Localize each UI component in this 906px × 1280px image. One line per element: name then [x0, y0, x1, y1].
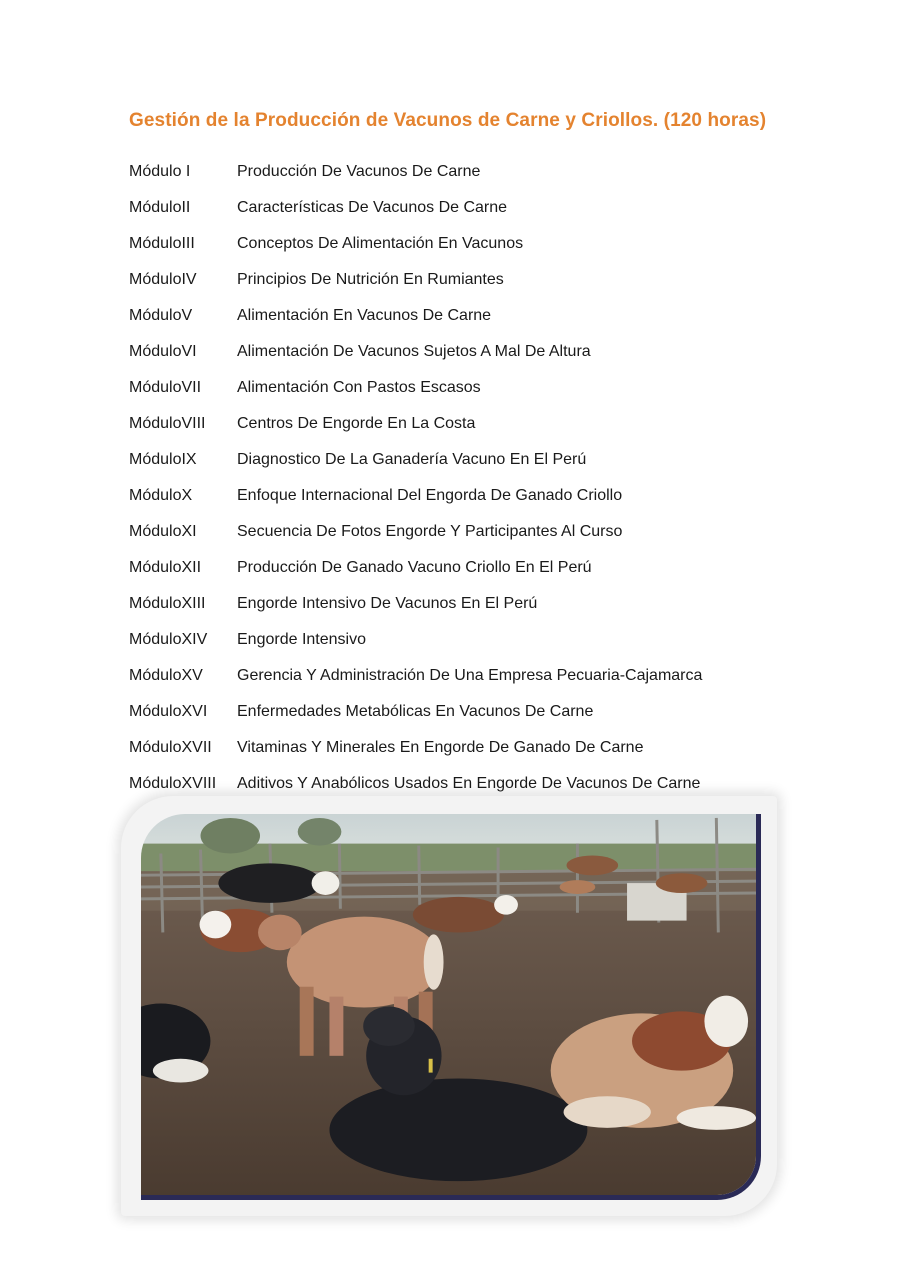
module-code: MóduloXVIII — [129, 775, 217, 792]
module-code: MóduloV — [129, 307, 193, 324]
module-code: MóduloXIII — [129, 595, 206, 612]
module-name: Enfermedades Metabólicas En Vacunos De Carne — [237, 703, 594, 720]
module-name: Conceptos De Alimentación En Vacunos — [237, 235, 524, 252]
module-name: Principios De Nutrición En Rumiantes — [237, 271, 504, 288]
module-name: Alimentación En Vacunos De Carne — [237, 307, 492, 324]
module-code: MóduloXVII — [129, 739, 212, 756]
module-row — [129, 514, 702, 550]
module-row — [129, 262, 702, 298]
module-name: Producción De Vacunos De Carne — [237, 163, 481, 180]
module-code: MóduloVII — [129, 379, 202, 396]
module-code: Módulo I — [129, 163, 191, 180]
module-list — [129, 154, 702, 802]
photo-frame — [121, 796, 777, 1216]
module-row — [129, 334, 702, 370]
module-row — [129, 622, 702, 658]
module-row — [129, 298, 702, 334]
module-row — [129, 694, 702, 730]
module-row — [129, 226, 702, 262]
cattle-feedlot-photo — [141, 814, 761, 1200]
module-row — [129, 586, 702, 622]
module-name: Producción De Ganado Vacuno Criollo En El Perú — [237, 559, 592, 576]
cattle-feedlot-illustration — [141, 814, 756, 1195]
module-name: Gerencia Y Administración De Una Empresa Pecuaria-Cajamarca — [237, 667, 703, 684]
module-name: Engorde Intensivo — [237, 631, 366, 648]
module-name: Vitaminas Y Minerales En Engorde De Ganado De Carne — [237, 739, 644, 756]
module-code: MóduloII — [129, 199, 191, 216]
module-code: MóduloXVI — [129, 703, 208, 720]
module-name: Diagnostico De La Ganadería Vacuno En El Perú — [237, 451, 587, 468]
module-code: MóduloX — [129, 487, 193, 504]
module-code: MóduloIV — [129, 271, 197, 288]
module-row — [129, 190, 702, 226]
module-code: MóduloXI — [129, 523, 197, 540]
module-code: MóduloIX — [129, 451, 197, 468]
module-name: Secuencia De Fotos Engorde Y Participantes Al Curso — [237, 523, 623, 540]
module-code: MóduloVIII — [129, 415, 206, 432]
module-row — [129, 730, 702, 766]
module-code: MóduloXIV — [129, 631, 208, 648]
module-code: MóduloVI — [129, 343, 197, 360]
module-row — [129, 658, 702, 694]
module-name: Centros De Engorde En La Costa — [237, 415, 476, 432]
module-row — [129, 442, 702, 478]
module-row — [129, 550, 702, 586]
module-name: Aditivos Y Anabólicos Usados En Engorde De Vacunos De Carne — [237, 775, 701, 792]
module-row — [129, 154, 702, 190]
module-code: MóduloXV — [129, 667, 203, 684]
module-code: MóduloXII — [129, 559, 202, 576]
page-title: Gestión de la Producción de Vacunos de Carne y Criollos. (120 horas) — [129, 110, 767, 131]
module-row — [129, 406, 702, 442]
module-code: MóduloIII — [129, 235, 195, 252]
module-row — [129, 370, 702, 406]
module-name: Alimentación Con Pastos Escasos — [237, 379, 481, 396]
module-name: Alimentación De Vacunos Sujetos A Mal De Altura — [237, 343, 591, 360]
module-name: Engorde Intensivo De Vacunos En El Perú — [237, 595, 538, 612]
module-row — [129, 478, 702, 514]
module-name: Características De Vacunos De Carne — [237, 199, 508, 216]
module-name: Enfoque Internacional Del Engorda De Ganado Criollo — [237, 487, 623, 504]
